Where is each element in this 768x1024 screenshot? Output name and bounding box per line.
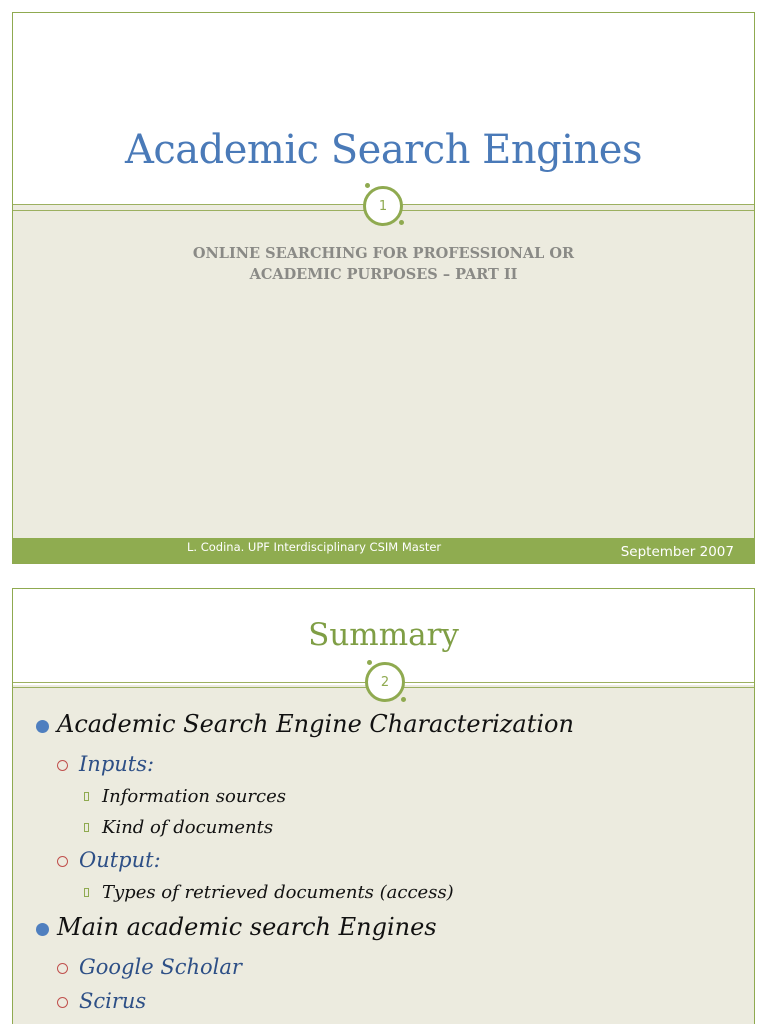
square-bullet-icon [84,823,89,832]
decorative-dot [399,220,404,225]
summary-list [13,707,754,1020]
bullet-icon [36,720,49,733]
slide-footer [13,538,754,564]
circle-bullet-icon [57,856,68,867]
decorative-dot [367,660,372,665]
slide-1-title: Academic Search Engines [125,127,642,173]
slide-2 [12,588,755,1024]
list-item [13,707,754,749]
circle-bullet-icon [57,760,68,771]
subtitle-line: ACADEMIC PURPOSES – PART II [249,266,518,283]
list-item-text: Output: [79,848,161,872]
list-item-text: Kind of documents [102,817,274,838]
list-item [13,986,754,1020]
list-item-text: Google Scholar [79,955,242,979]
circle-bullet-icon [57,963,68,974]
footer-date: September 2007 [620,544,734,560]
decorative-dot [365,183,370,188]
square-bullet-icon [84,792,89,801]
list-item [13,814,754,845]
list-item-text: Academic Search Engine Characterization [57,710,574,738]
slide-number-badge: 2 [365,662,405,702]
list-item-text: Types of retrieved documents (access) [102,882,454,903]
list-item-text: Information sources [102,786,286,807]
slide-number-badge: 1 [363,186,403,226]
list-item [13,879,754,910]
bullet-icon [36,923,49,936]
slide-1-subtitle [13,243,754,285]
slide-2-title: Summary [308,617,459,653]
list-item [13,749,754,783]
list-item-text: Main academic search Engines [57,913,437,941]
list-item-text: Inputs: [79,752,155,776]
footer-author: L. Codina. UPF Interdisciplinary CSIM Master [187,540,442,554]
list-item-text: Scirus [79,989,147,1013]
list-item [13,845,754,879]
slide-1 [12,12,755,564]
circle-bullet-icon [57,997,68,1008]
square-bullet-icon [84,888,89,897]
list-item [13,910,754,952]
list-item [13,952,754,986]
slide-1-header [13,13,754,205]
subtitle-line: ONLINE SEARCHING FOR PROFESSIONAL OR [192,245,575,262]
decorative-dot [401,697,406,702]
list-item [13,783,754,814]
